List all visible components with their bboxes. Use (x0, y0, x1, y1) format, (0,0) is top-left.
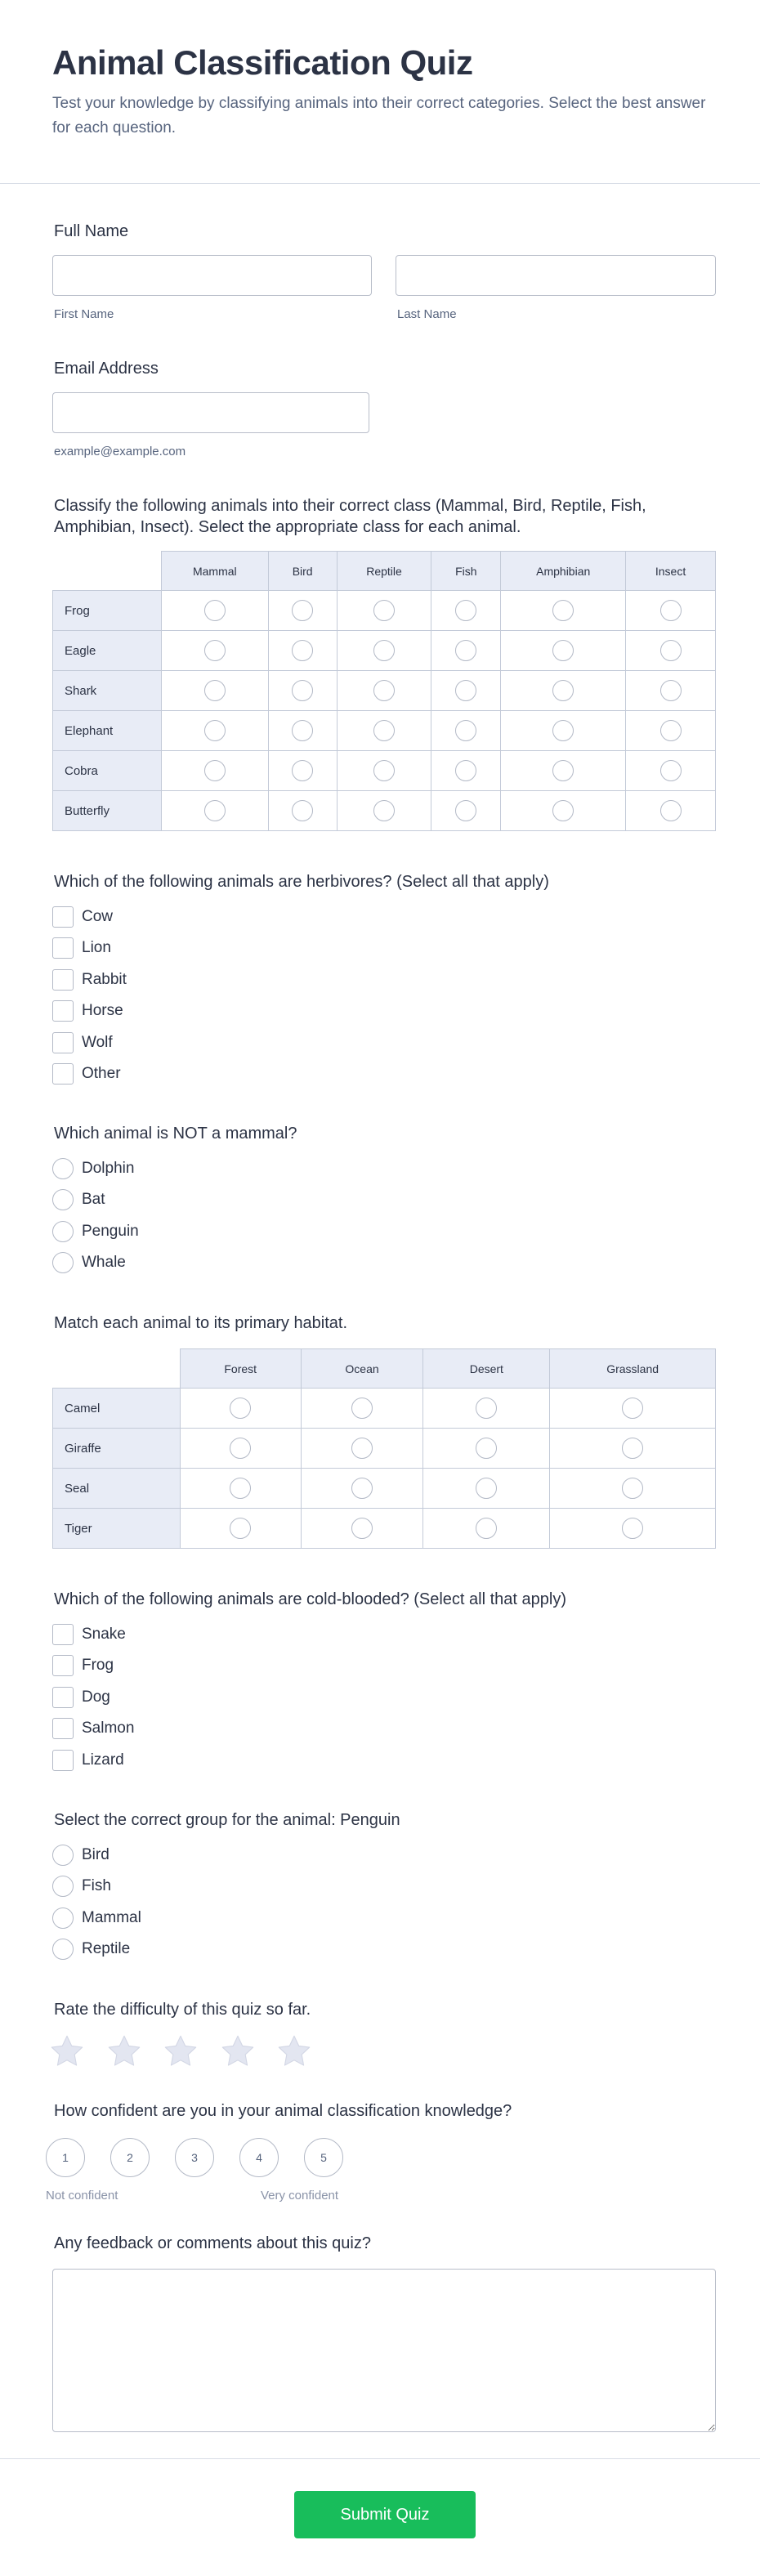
form-header (0, 0, 760, 184)
radio-button[interactable] (660, 640, 682, 661)
scale-low-label: Not confident (46, 2189, 118, 2203)
option-label: Bat (82, 1191, 105, 1209)
habitat-matrix (52, 1348, 716, 1549)
star-icon[interactable] (106, 2033, 142, 2069)
radio-button[interactable] (292, 720, 313, 741)
matrix-cell[interactable] (161, 591, 268, 631)
radio-button[interactable] (351, 1478, 373, 1499)
checkbox[interactable] (52, 937, 74, 959)
radio-button[interactable] (204, 680, 226, 701)
checkbox[interactable] (52, 1750, 74, 1771)
matrix-cell[interactable] (431, 711, 501, 751)
scale-high-label: Very confident (261, 2189, 339, 2203)
option-label: Fish (82, 1877, 111, 1895)
radio-button[interactable] (230, 1438, 251, 1459)
matrix-cell[interactable] (431, 631, 501, 671)
matrix-cell[interactable] (180, 1429, 301, 1469)
radio-button[interactable] (292, 800, 313, 821)
radio-option[interactable] (52, 1251, 126, 1274)
matrix-cell[interactable] (337, 591, 431, 631)
matrix-row-header: Eagle (53, 631, 162, 671)
matrix-cell[interactable] (626, 671, 716, 711)
matrix-column-header: Fish (431, 552, 501, 591)
classify-question: Classify the following animals into their correct class (Mammal, Bird, Reptile, Fish, Amphibian, Insect). Select the appropriate class for each animal. (54, 497, 646, 536)
checkbox[interactable] (52, 1063, 74, 1085)
radio-button[interactable] (552, 600, 574, 621)
radio-button[interactable] (52, 1221, 74, 1242)
scale-option[interactable]: 5 (304, 2138, 343, 2177)
star-icon[interactable] (49, 2033, 85, 2069)
matrix-row (53, 631, 716, 671)
radio-option[interactable] (52, 1188, 105, 1211)
difficulty-question: Rate the difficulty of this quiz so far. (54, 2001, 311, 2019)
matrix-cell[interactable] (431, 791, 501, 831)
checkbox[interactable] (52, 1032, 74, 1053)
checkbox-option[interactable] (52, 1000, 123, 1022)
radio-button[interactable] (52, 1907, 74, 1929)
checkbox[interactable] (52, 1624, 74, 1645)
checkbox-option[interactable] (52, 1749, 124, 1772)
option-label: Mammal (82, 1908, 141, 1926)
radio-button[interactable] (552, 760, 574, 781)
matrix-corner (53, 552, 162, 591)
matrix-cell[interactable] (550, 1389, 716, 1429)
radio-button[interactable] (52, 1158, 74, 1179)
matrix-column-header: Ocean (301, 1349, 423, 1389)
matrix-row-header: Seal (53, 1469, 181, 1509)
radio-option[interactable] (52, 1938, 130, 1961)
radio-button[interactable] (204, 640, 226, 661)
radio-button[interactable] (622, 1398, 643, 1419)
matrix-cell[interactable] (431, 591, 501, 631)
radio-option[interactable] (52, 1907, 141, 1930)
feedback-question: Any feedback or comments about this quiz? (54, 2234, 371, 2252)
radio-button[interactable] (455, 800, 476, 821)
matrix-cell[interactable] (268, 751, 337, 791)
matrix-cell[interactable] (301, 1429, 423, 1469)
page-title: Animal Classification Quiz (52, 43, 473, 82)
email-label: Email Address (54, 360, 159, 378)
star-icon[interactable] (220, 2033, 256, 2069)
matrix-cell[interactable] (423, 1429, 550, 1469)
radio-option[interactable] (52, 1220, 139, 1243)
matrix-row-header: Shark (53, 671, 162, 711)
matrix-cell[interactable] (501, 591, 626, 631)
feedback-textarea[interactable] (52, 2269, 716, 2432)
radio-button[interactable] (476, 1478, 497, 1499)
submit-button[interactable]: Submit Quiz (294, 2491, 476, 2538)
email-input[interactable] (52, 392, 369, 433)
matrix-cell[interactable] (501, 711, 626, 751)
footer-divider (0, 2458, 760, 2459)
habitat-question: Match each animal to its primary habitat. (54, 1314, 348, 1332)
radio-button[interactable] (351, 1398, 373, 1419)
checkbox[interactable] (52, 1718, 74, 1739)
radio-button[interactable] (373, 720, 395, 741)
radio-button[interactable] (622, 1518, 643, 1539)
option-label: Rabbit (82, 970, 127, 988)
matrix-cell[interactable] (337, 631, 431, 671)
radio-button[interactable] (660, 680, 682, 701)
option-label: Salmon (82, 1720, 135, 1737)
matrix-row-header: Frog (53, 591, 162, 631)
matrix-cell[interactable] (301, 1509, 423, 1549)
matrix-cell[interactable] (337, 671, 431, 711)
matrix-row (53, 591, 716, 631)
matrix-row (53, 711, 716, 751)
radio-button[interactable] (552, 680, 574, 701)
confidence-question: How confident are you in your animal classification knowledge? (54, 2102, 512, 2120)
option-label: Wolf (82, 1033, 113, 1051)
checkbox-option[interactable] (52, 1062, 121, 1085)
option-label: Snake (82, 1626, 126, 1643)
matrix-cell[interactable] (626, 591, 716, 631)
full-name-label: Full Name (54, 222, 129, 240)
matrix-row-header: Tiger (53, 1509, 181, 1549)
radio-button[interactable] (476, 1438, 497, 1459)
matrix-cell[interactable] (180, 1509, 301, 1549)
matrix-row (53, 1509, 716, 1549)
herbivores-question: Which of the following animals are herbivores? (Select all that apply) (54, 873, 549, 891)
radio-button[interactable] (230, 1398, 251, 1419)
matrix-column-header: Insect (626, 552, 716, 591)
radio-button[interactable] (455, 640, 476, 661)
radio-button[interactable] (476, 1518, 497, 1539)
scale-option[interactable]: 1 (46, 2138, 85, 2177)
scale-option[interactable]: 2 (110, 2138, 150, 2177)
option-label: Whale (82, 1254, 126, 1272)
radio-button[interactable] (660, 720, 682, 741)
matrix-cell[interactable] (423, 1469, 550, 1509)
radio-button[interactable] (552, 640, 574, 661)
matrix-cell[interactable] (337, 711, 431, 751)
first-name-sublabel: First Name (54, 307, 114, 321)
first-name-input[interactable] (52, 255, 372, 296)
matrix-row-header: Butterfly (53, 791, 162, 831)
matrix-column-header: Reptile (337, 552, 431, 591)
last-name-input[interactable] (396, 255, 716, 296)
radio-button[interactable] (455, 760, 476, 781)
scale-option[interactable]: 3 (175, 2138, 214, 2177)
matrix-cell[interactable] (180, 1389, 301, 1429)
page-subtitle: Test your knowledge by classifying animals into their correct categories. Select the best answer for each question. (52, 95, 706, 136)
matrix-cell[interactable] (161, 751, 268, 791)
matrix-column-header: Mammal (161, 552, 268, 591)
radio-button[interactable] (52, 1876, 74, 1897)
radio-button[interactable] (660, 760, 682, 781)
matrix-cell[interactable] (268, 791, 337, 831)
checkbox[interactable] (52, 1000, 74, 1022)
radio-button[interactable] (230, 1518, 251, 1539)
matrix-cell[interactable] (501, 671, 626, 711)
matrix-cell[interactable] (423, 1389, 550, 1429)
matrix-cell[interactable] (180, 1469, 301, 1509)
radio-option[interactable] (52, 1157, 134, 1180)
matrix-column-header: Desert (423, 1349, 550, 1389)
option-label: Penguin (82, 1222, 139, 1240)
radio-button[interactable] (204, 720, 226, 741)
matrix-row (53, 1429, 716, 1469)
radio-button[interactable] (373, 600, 395, 621)
option-label: Dolphin (82, 1160, 135, 1177)
checkbox-option[interactable] (52, 1031, 113, 1054)
matrix-cell[interactable] (301, 1389, 423, 1429)
radio-option[interactable] (52, 1844, 110, 1867)
radio-button[interactable] (660, 600, 682, 621)
matrix-row-header: Elephant (53, 711, 162, 751)
radio-button[interactable] (52, 1939, 74, 1960)
radio-button[interactable] (204, 760, 226, 781)
radio-button[interactable] (351, 1438, 373, 1459)
radio-button[interactable] (455, 720, 476, 741)
radio-button[interactable] (292, 640, 313, 661)
matrix-cell[interactable] (626, 711, 716, 751)
matrix-cell[interactable] (337, 791, 431, 831)
radio-button[interactable] (52, 1252, 74, 1273)
option-label: Bird (82, 1846, 110, 1863)
checkbox[interactable] (52, 1687, 74, 1708)
radio-button[interactable] (622, 1438, 643, 1459)
checkbox[interactable] (52, 1655, 74, 1676)
not-mammal-question: Which animal is NOT a mammal? (54, 1125, 297, 1143)
last-name-sublabel: Last Name (397, 307, 457, 321)
option-label: Lion (82, 939, 111, 957)
option-label: Horse (82, 1002, 123, 1020)
radio-button[interactable] (455, 680, 476, 701)
radio-button[interactable] (373, 800, 395, 821)
radio-button[interactable] (660, 800, 682, 821)
checkbox[interactable] (52, 969, 74, 991)
radio-button[interactable] (373, 680, 395, 701)
checkbox-option[interactable] (52, 1654, 114, 1677)
matrix-cell[interactable] (626, 631, 716, 671)
matrix-cell[interactable] (626, 791, 716, 831)
matrix-column-header: Amphibian (501, 552, 626, 591)
matrix-cell[interactable] (501, 751, 626, 791)
checkbox-option[interactable] (52, 1717, 134, 1740)
matrix-row (53, 1389, 716, 1429)
matrix-cell[interactable] (431, 671, 501, 711)
option-label: Reptile (82, 1940, 131, 1958)
checkbox-option[interactable] (52, 906, 113, 928)
matrix-cell[interactable] (431, 751, 501, 791)
matrix-cell[interactable] (550, 1509, 716, 1549)
radio-button[interactable] (552, 720, 574, 741)
matrix-cell[interactable] (268, 591, 337, 631)
cold-blooded-question: Which of the following animals are cold-blooded? (Select all that apply) (54, 1590, 567, 1608)
option-label: Other (82, 1065, 121, 1082)
matrix-cell[interactable] (161, 791, 268, 831)
radio-button[interactable] (292, 760, 313, 781)
matrix-cell[interactable] (550, 1469, 716, 1509)
radio-button[interactable] (52, 1189, 74, 1210)
radio-button[interactable] (230, 1478, 251, 1499)
matrix-row-header: Cobra (53, 751, 162, 791)
matrix-cell[interactable] (301, 1469, 423, 1509)
option-label: Cow (82, 908, 114, 925)
email-sublabel: example@example.com (54, 445, 186, 458)
matrix-row (53, 751, 716, 791)
radio-option[interactable] (52, 1875, 111, 1898)
radio-button[interactable] (292, 600, 313, 621)
radio-button[interactable] (622, 1478, 643, 1499)
classify-matrix (52, 551, 716, 831)
matrix-cell[interactable] (268, 631, 337, 671)
matrix-row (53, 1469, 716, 1509)
checkbox-option[interactable] (52, 968, 127, 991)
radio-button[interactable] (373, 640, 395, 661)
option-label: Frog (82, 1657, 114, 1675)
matrix-cell[interactable] (626, 751, 716, 791)
matrix-row-header: Camel (53, 1389, 181, 1429)
radio-button[interactable] (351, 1518, 373, 1539)
star-icon[interactable] (276, 2033, 312, 2069)
matrix-row-header: Giraffe (53, 1429, 181, 1469)
checkbox-option[interactable] (52, 937, 111, 959)
matrix-column-header: Bird (268, 552, 337, 591)
radio-button[interactable] (552, 800, 574, 821)
checkbox-option[interactable] (52, 1686, 110, 1709)
matrix-cell[interactable] (161, 631, 268, 671)
matrix-cell[interactable] (550, 1429, 716, 1469)
radio-button[interactable] (204, 600, 226, 621)
scale-option[interactable]: 4 (239, 2138, 279, 2177)
matrix-cell[interactable] (268, 671, 337, 711)
checkbox[interactable] (52, 906, 74, 928)
matrix-row (53, 791, 716, 831)
radio-button[interactable] (373, 760, 395, 781)
matrix-cell[interactable] (423, 1509, 550, 1549)
matrix-cell[interactable] (161, 711, 268, 751)
matrix-cell[interactable] (337, 751, 431, 791)
matrix-column-header: Forest (180, 1349, 301, 1389)
star-icon[interactable] (163, 2033, 199, 2069)
radio-button[interactable] (204, 800, 226, 821)
matrix-cell[interactable] (161, 671, 268, 711)
matrix-cell[interactable] (268, 711, 337, 751)
matrix-corner (53, 1349, 181, 1389)
checkbox-option[interactable] (52, 1623, 126, 1646)
option-label: Dog (82, 1688, 110, 1706)
penguin-group-question: Select the correct group for the animal: Penguin (54, 1811, 400, 1829)
option-label: Lizard (82, 1751, 124, 1769)
radio-button[interactable] (455, 600, 476, 621)
radio-button[interactable] (52, 1845, 74, 1866)
matrix-row (53, 671, 716, 711)
radio-button[interactable] (476, 1398, 497, 1419)
radio-button[interactable] (292, 680, 313, 701)
matrix-cell[interactable] (501, 791, 626, 831)
matrix-cell[interactable] (501, 631, 626, 671)
matrix-column-header: Grassland (550, 1349, 716, 1389)
